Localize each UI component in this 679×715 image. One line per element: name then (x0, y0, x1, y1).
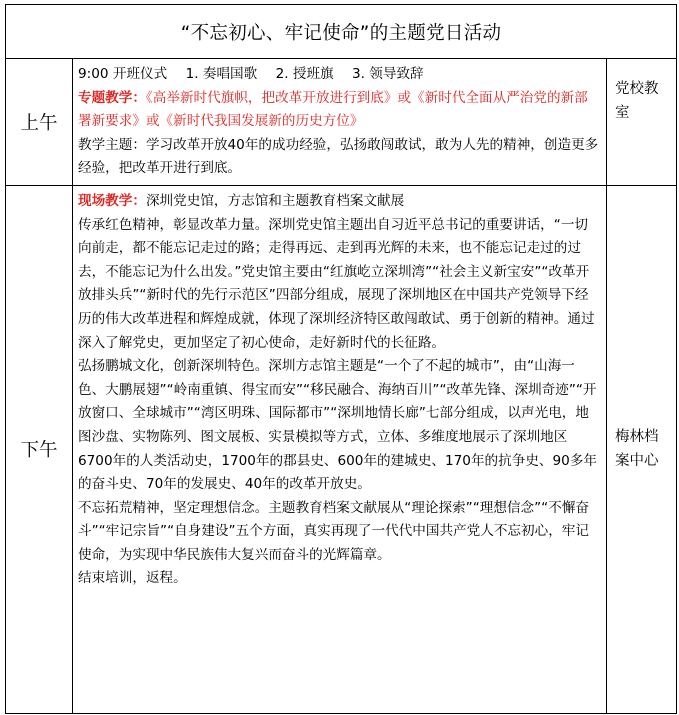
party-history-museum-paragraph: 传承红色精神，彰显改革力量。深圳党史馆主题出自习近平总书记的重要讲话，“一切向前走，都不能忘记走过的路；走得再远、走到再光辉的未来，也不能忘记走过的过去，不能忘记为什么出发。”党史馆主要由“红旗屹立深圳湾”“社会主义新宝安”“改革开放排头兵”“新时代的先行示范区”四部分组成，展现了深圳地区在中国共产党领导下经历的伟大改革进程和辉煌成就，体现了深圳经济特区敢闯敢试、勇于创新的精神。通过深入了解党史，更加坚定了初心使命，走好新时代的长征路。 (78, 216, 595, 351)
morning-row (6, 59, 677, 186)
schedule-item: 2. 授班旗 (275, 66, 334, 82)
field-teaching-label: 现场教学： (78, 192, 146, 209)
afternoon-location: 梅林档案中心 (607, 185, 677, 713)
title-row (6, 5, 677, 59)
schedule-item: 9:00 开班仪式 (78, 66, 168, 82)
morning-location: 党校教室 (607, 59, 677, 186)
special-teaching-text: 《高举新时代旗帜，把改革开放进行到底》或《新时代全面从严治党的新部署新要求》或《新时代我国发展新的历史方位》 (78, 89, 588, 130)
afternoon-row (6, 185, 677, 713)
afternoon-period-label: 下午 (6, 185, 73, 713)
opening-schedule-line (78, 63, 600, 87)
page-title: “不忘初心、牢记使命”的主题党日活动 (6, 5, 677, 59)
morning-content (73, 59, 607, 186)
schedule-item: 3. 领导致辞 (351, 66, 424, 82)
closing-note: 结束培训，返程。 (78, 570, 187, 587)
schedule-item: 1. 奏唱国歌 (185, 66, 258, 82)
field-teaching (78, 190, 600, 214)
field-teaching-text: 深圳党史馆，方志馆和主题教育档案文献展 (145, 192, 405, 209)
activity-schedule-table (5, 4, 677, 714)
afternoon-content (73, 185, 607, 713)
special-teaching-label: 专题教学： (78, 89, 146, 106)
teaching-theme: 教学主题：学习改革开放40年的成功经验，弘扬敢闯敢试，敢为人先的精神，创造更多经验，把改革开进行到底。 (78, 136, 599, 177)
special-teaching (78, 87, 600, 134)
archives-exhibition-paragraph: 不忘拓荒精神，坚定理想信念。主题教育档案文献展从“理论探索”“理想信念”“不懈奋斗”“牢记宗旨”“自身建设”五个方面，真实再现了一代代中国共产党人不忘初心，牢记使命，为实现中华民族伟大复兴而奋斗的光辉篇章。 (78, 499, 589, 563)
local-chronicles-museum-paragraph: 弘扬鹏城文化，创新深圳特色。深圳方志馆主题是“一个了不起的城市”，由“山海一色、大鹏展翅”“岭南重镇、得宝而安”“移民融合、海纳百川”“改革先锋、深圳奇迹”“开放窗口、全球城市”“湾区明珠、国际都市”“深圳地情长廊”七部分组成，以声光电，地图沙盘、实物陈列、图文展板、实景模拟等方式，立体、多维度地展示了深圳地区6700年的人类活动史，1700年的郡县史、600年的建城史、170年的抗争史、90多年的奋斗史、70年的发展史、40年的改革开放史。 (78, 358, 598, 493)
morning-period-label: 上午 (6, 59, 73, 186)
